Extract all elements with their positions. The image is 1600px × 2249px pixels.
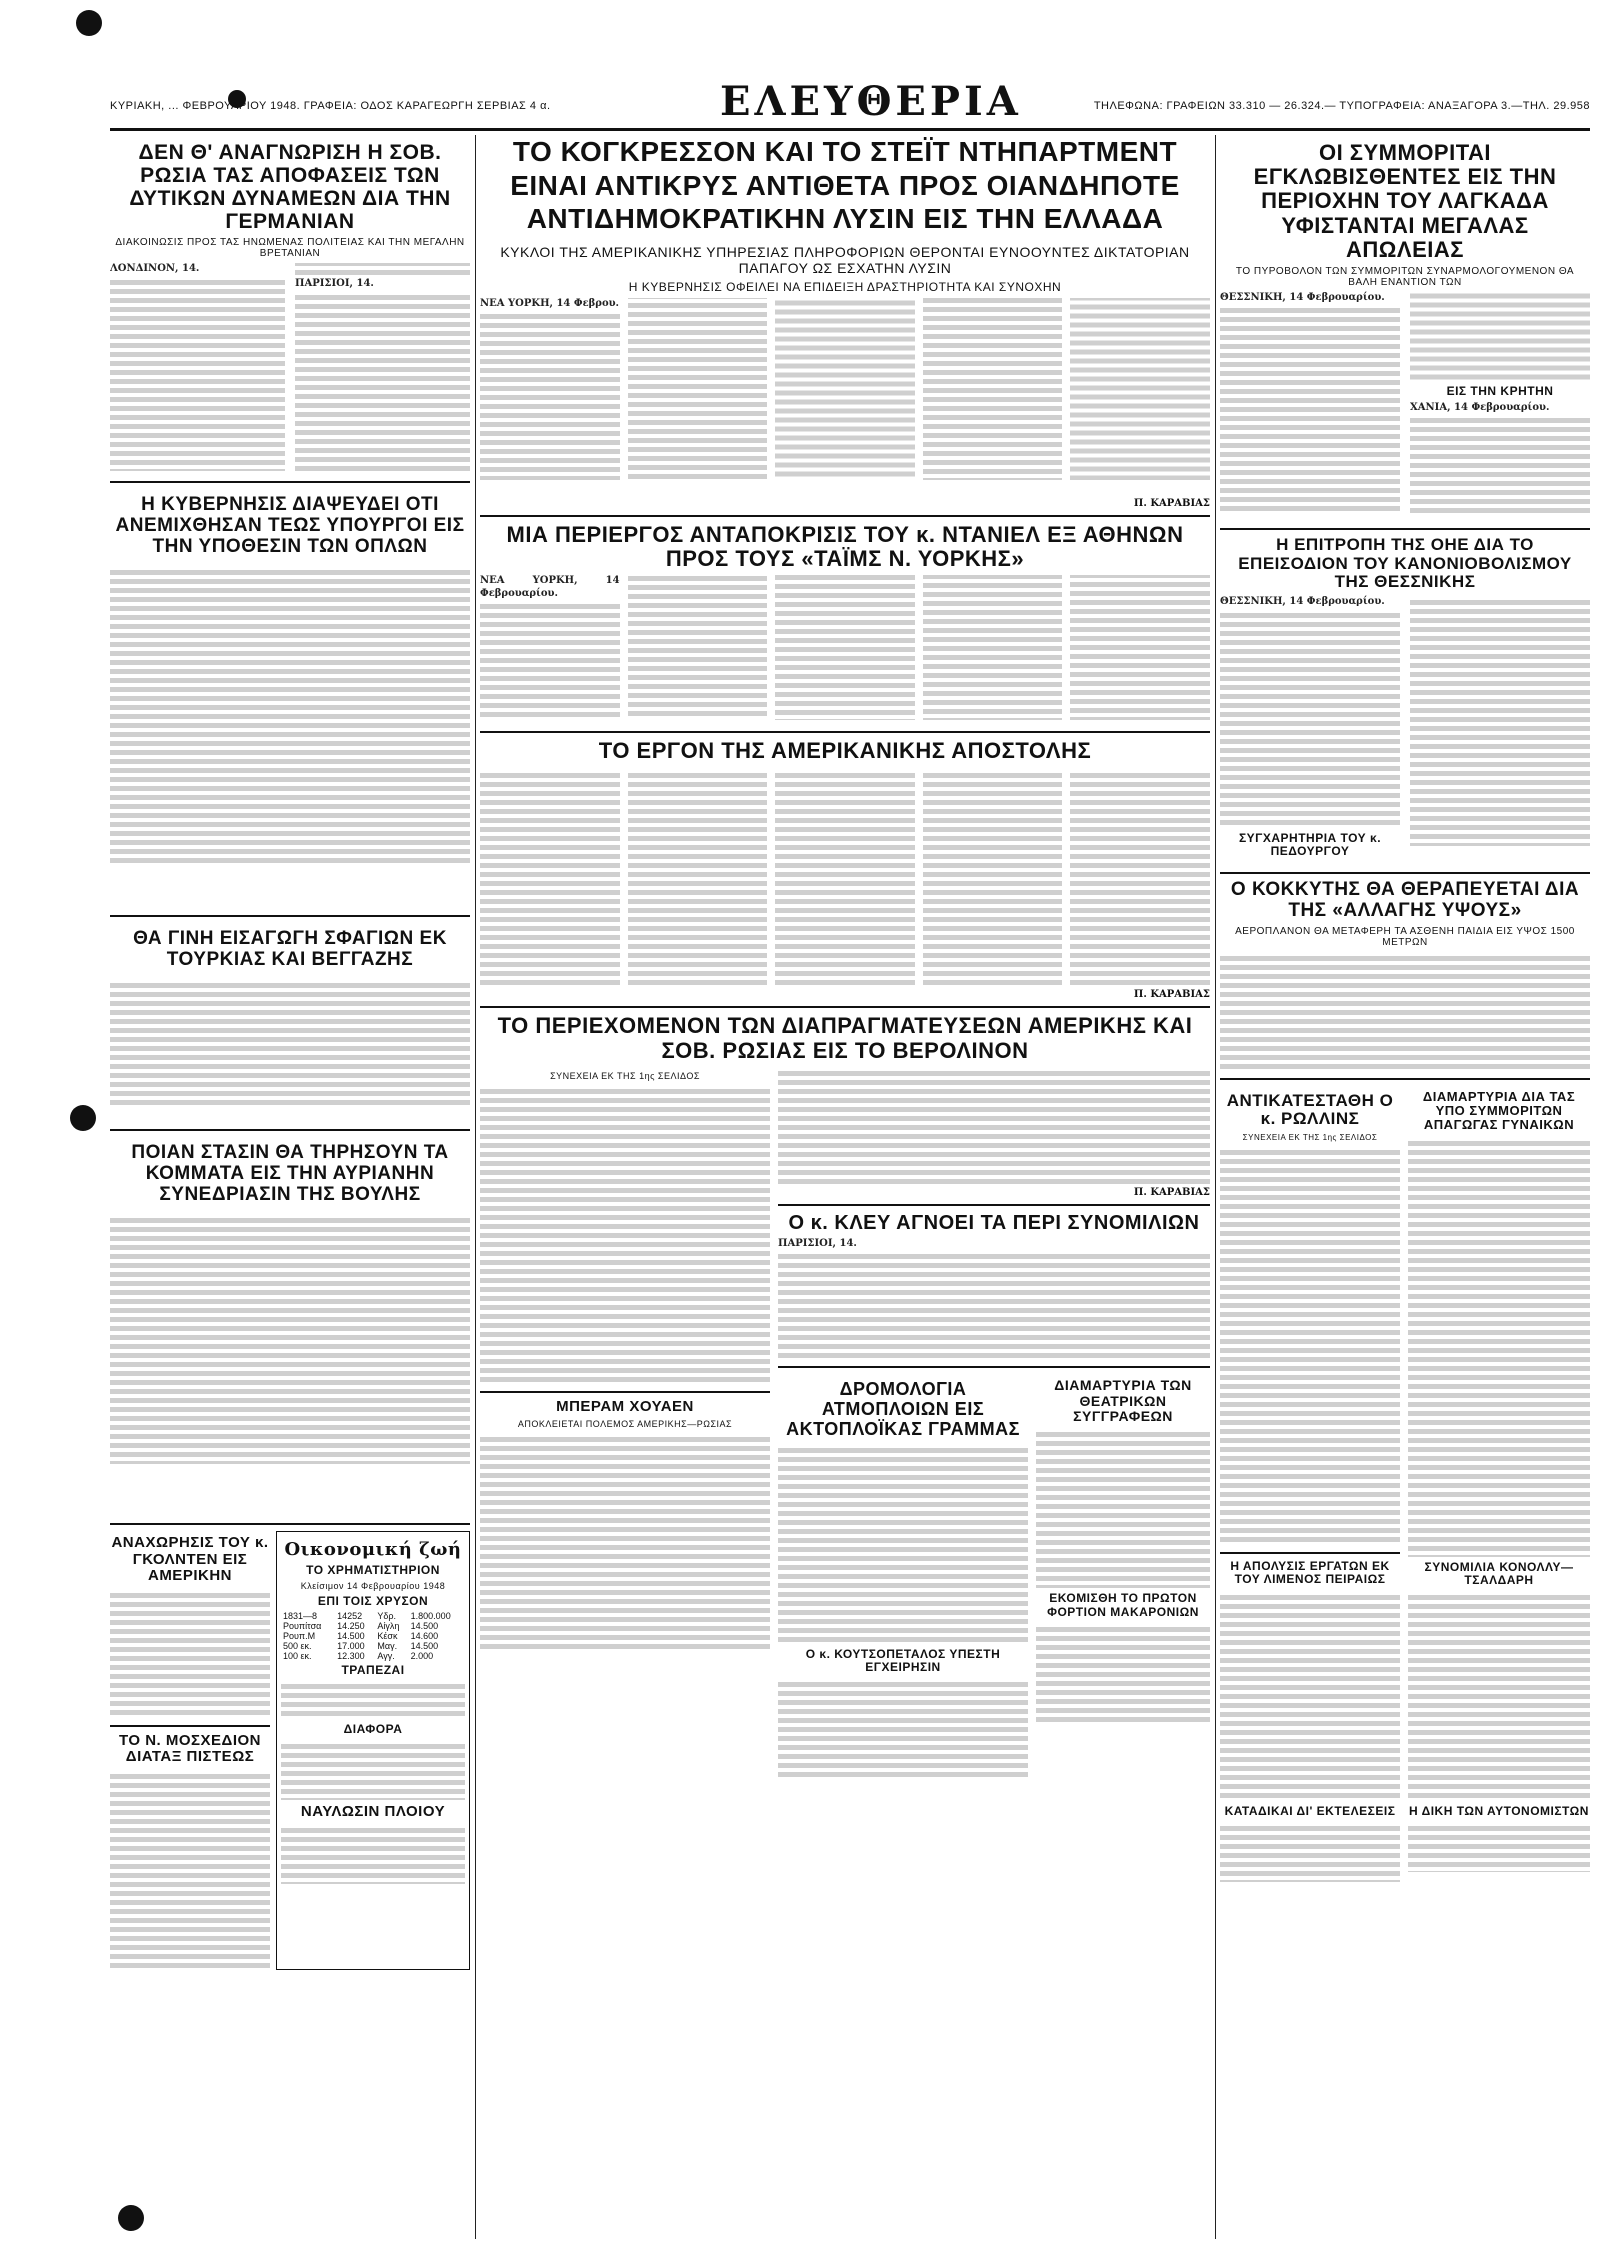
table-row: 500 εκ. 17.000 Μαγ. 14.500 [283,1641,439,1652]
body-text [480,1433,770,1653]
table-heading: ΕΠΙ ΤΟΙΣ ΧΡΥΣΟΝ [317,1593,429,1608]
body-text [1220,1146,1400,1546]
dateline: ΠΑΡΙΣΙΟΙ, 14. [295,278,374,290]
body-text [1220,609,1400,829]
economy-box [276,1531,470,1970]
divider [110,1129,470,1131]
section-heading: ΣΥΓΧΑΡΗΤΗΡΙΑ ΤΟΥ κ. ΠΕΔΟΥΡΓΟΥ [1238,830,1382,858]
subheadline: ΔΙΑΚΟΙΝΩΣΙΣ ΠΡΟΣ ΤΑΣ ΗΝΩΜΕΝΑΣ ΠΟΛΙΤΕΙΑΣ ΚΑΙ ΤΗΝ ΜΕΓΑΛΗΝ ΒΡΕΤΑΝΙΑΝ [115,237,465,260]
dateline: ΧΑΝΙΑ, 14 Φεβρουαρίου. [1410,401,1550,413]
table-row: Ρουπ.Μ 14.500 Κέσκ 14.600 [283,1631,439,1642]
lead-body [480,298,1210,498]
divider [480,1391,770,1393]
body-text [1408,1591,1590,1801]
dateline: ΘΕΣΣΝΙΚΗ, 14 Φεβρουαρίου. [1220,291,1385,303]
headline: Ο κ. ΚΟΥΤΣΟΠΕΤΑΛΟΣ ΥΠΕΣΤΗ ΕΓΧΕΙΡΗΣΙΝ [805,1646,1001,1674]
headline: ΔΙΑΜΑΡΤΥΡΙΑ ΤΩΝ ΘΕΑΤΡΙΚΩΝ ΣΥΓΓΡΑΦΕΩΝ [1054,1377,1192,1424]
dateline: ΝΕΑ ΥΟΡΚΗ, 14 Φεβρουαρίου. [480,575,620,599]
newspaper-title: ΕΛΕΥΘΕΡΙΑ [720,78,1022,125]
headline: ΣΥΝΟΜΙΛΙΑ ΚΟΝΟΛΛΥ—ΤΣΑΛΔΑΡΗ [1424,1559,1574,1587]
table-row: 100 εκ. 12.300 Αγγ. 2.000 [283,1651,434,1662]
table-text [281,1680,465,1720]
headline: ΤΟ ΕΡΓΟΝ ΤΗΣ ΑΜΕΡΙΚΑΝΙΚΗΣ ΑΠΟΣΤΟΛΗΣ [598,738,1092,764]
body-text [480,769,1210,985]
dateline: ΠΑΡΙΣΙΟΙ, 14. [778,1237,857,1249]
headline: ΑΝΤΙΚΑΤΕΣΤΑΘΗ Ο κ. ΡΩΛΛΙΝΣ [1226,1090,1394,1129]
subheadline: ΑΕΡΟΠΛΑΝΟΝ ΘΑ ΜΕΤΑΦΕΡΗ ΤΑ ΑΣΘΕΝΗ ΠΑΙΔΙΑ ΕΙΣ ΥΨΟΣ 1500 ΜΕΤΡΩΝ [1235,925,1575,948]
body-text [778,1250,1210,1360]
body-text [110,1770,270,1970]
masthead-right-info: ΤΗΛΕΦΩΝΑ: ΓΡΑΦΕΙΩΝ 33.310 — 26.324.— ΤΥΠΟΓΡΑΦΕΙΑ: ΑΝΑΞΑΓΟΡΑ 3.—ΤΗΛ. 29.958 [1093,100,1590,112]
subheadline: ΑΠΟΚΛΕΙΕΤΑΙ ΠΟΛΕΜΟΣ ΑΜΕΡΙΚΗΣ—ΡΩΣΙΑΣ [517,1419,733,1430]
headline: ΤΟ ΠΕΡΙΕΧΟΜΕΝΟΝ ΤΩΝ ΔΙΑΠΡΑΓΜΑΤΕΥΣΕΩΝ ΑΜΕΡΙΚΗΣ ΚΑΙ ΣΟΒ. ΡΩΣΙΑΣ ΕΙΣ ΤΟ ΒΕΡΟΛΙΝΟΝ [497,1013,1193,1063]
article-body [1220,292,1590,522]
divider [110,1523,470,1525]
body-text [281,1824,465,1884]
headline: ΤΟ Ν. ΜΟΣΧΕΔΙΟΝ ΔΙΑΤΑΞ ΠΙΣΤΕΩΣ [118,1731,262,1765]
body-text [1220,1591,1400,1801]
body-text [778,1444,1028,1644]
author-signature: Π. ΚΑΡΑΒΙΑΣ [1133,989,1210,1001]
section-heading: ΕΙΣ ΤΗΝ ΚΡΗΤΗΝ [1446,384,1554,399]
headline: Η ΕΠΙΤΡΟΠΗ ΤΗΣ ΟΗΕ ΔΙΑ ΤΟ ΕΠΕΙΣΟΔΙΟΝ ΤΟΥ ΚΑΝΟΝΙΟΒΟΛΙΣΜΟΥ ΤΗΣ ΘΕΣΣΝΙΚΗΣ [1238,534,1572,592]
headline: Η ΔΙΚΗ ΤΩΝ ΑΥΤΟΝΟΜΙΣΤΩΝ [1409,1804,1589,1819]
body-text [110,1214,470,1464]
headline: Η ΚΥΒΕΡΝΗΣΙΣ ΔΙΑΨΕΥΔΕΙ ΟΤΙ ΑΝΕΜΙΧΘΗΣΑΝ ΤΕΩΣ ΥΠΟΥΡΓΟΙ ΕΙΣ ΤΗΝ ΥΠΟΘΕΣΙΝ ΤΩΝ ΟΠΛΩΝ [115,494,465,557]
headline: ΟΙ ΣΥΜΜΟΡΙΤΑΙ ΕΓΚΛΩΒΙΣΘΕΝΤΕΣ ΕΙΣ ΤΗΝ ΠΕΡΙΟΧΗΝ ΤΟΥ ΛΑΓΚΑΔΑ ΥΦΙΣΤΑΝΤΑΙ ΜΕΓΑΛΑΣ ΑΠΩΛΕΙΑΣ [1253,140,1557,262]
divider [1220,1078,1590,1080]
lead-headline: ΤΟ ΚΟΓΚΡΕΣΣΟΝ ΚΑΙ ΤΟ ΣΤΕΪΤ ΝΤΗΠΑΡΤΜΕΝΤ ΕΙΝΑΙ ΑΝΤΙΚΡΥΣ ΑΝΤΙΘΕΤΑ ΠΡΟΣ ΟΙΑΝΔΗΠΟΤΕ ΑΝΤΙΔΗΜΟΚΡΑΤΙΚΗΝ ΛΥΣΙΝ ΕΙΣ ΤΗΝ ΕΛΛΑΔΑ [510,136,1180,235]
body-text [778,1678,1028,1778]
section-title: Οικονομική ζωή [284,1539,462,1560]
author-signature: Π. ΚΑΡΑΒΙΑΣ [1133,1186,1210,1198]
article-body [480,769,1210,989]
continuation-note: ΣΥΝΕΧΕΙΑ ΕΚ ΤΗΣ 1ης ΣΕΛΙΔΟΣ [1242,1133,1378,1143]
divider [480,1006,1210,1008]
body-text [110,566,470,866]
body-text [1410,596,1590,846]
article-body [1220,596,1590,866]
dateline: ΝΕΑ ΥΟΡΚΗ, 14 Φεβρου. [480,297,620,309]
lead-subheadline: ΚΥΚΛΟΙ ΤΗΣ ΑΜΕΡΙΚΑΝΙΚΗΣ ΥΠΗΡΕΣΙΑΣ ΠΛΗΡΟΦΟΡΙΩΝ ΘΕΡΟΝΤΑΙ ΕΥΝΟΟΥΝΤΕΣ ΔΙΚΤΑΤΟΡΙΑΝ ΠΑΠΑΓΟΥ ΩΣ ΕΣΧΑΤΗΝ ΛΥΣΙΝ [500,243,1190,276]
section-subtitle: ΤΟ ΧΡΗΜΑΤΙΣΤΗΡΙΟΝ [306,1562,440,1577]
lead-subheadline-2: Η ΚΥΒΕΡΝΗΣΙΣ ΟΦΕΙΛΕΙ ΝΑ ΕΠΙΔΕΙΞΗ ΔΡΑΣΤΗΡΙΟΤΗΤΑ ΚΑΙ ΣΥΝΟΧΗΝ [628,279,1062,294]
table-heading: ΤΡΑΠΕΖΑΙ [341,1663,405,1678]
headline: ΜΙΑ ΠΕΡΙΕΡΓΟΣ ΑΝΤΑΠΟΚΡΙΣΙΣ ΤΟΥ κ. ΝΤΑΝΙΕΛ ΕΞ ΑΘΗΝΩΝ ΠΡΟΣ ΤΟΥΣ «ΤΑΪΜΣ Ν. ΥΟΡΚΗΣ» [506,521,1184,571]
body-text [1410,414,1590,514]
column-rule-2 [1215,135,1216,2239]
headline: Ο ΚΟΚΚΥΤΗΣ ΘΑ ΘΕΡΑΠΕΥΕΤΑΙ ΔΙΑ ΤΗΣ «ΑΛΛΑΓΗΣ ΥΨΟΥΣ» [1230,879,1580,921]
article-parliament [110,1137,470,1517]
headline: ΔΕΝ Θ' ΑΝΑΓΝΩΡΙΣΗ Η ΣΟΒ. ΡΩΣΙΑ ΤΑΣ ΑΠΟΦΑΣΕΙΣ ΤΩΝ ΔΥΤΙΚΩΝ ΔΥΝΑΜΕΩΝ ΔΙΑ ΤΗΝ ΓΕΡΜΑΝΙΑΝ [129,141,451,234]
headline: Η ΑΠΟΛΥΣΙΣ ΕΡΓΑΤΩΝ ΕΚ ΤΟΥ ΛΙΜΕΝΟΣ ΠΕΙΡΑΙΩΣ [1230,1559,1390,1587]
article-imports [110,923,470,1123]
right-column [1220,135,1590,2239]
body-text [1408,1137,1590,1557]
headline: ΔΡΟΜΟΛΟΓΙΑ ΑΤΜΟΠΛΟΙΩΝ ΕΙΣ ΑΚΤΟΠΛΟΪΚΑΣ ΓΡΑΜΜΑΣ [786,1379,1020,1439]
gold-table [281,1611,465,1661]
punch-hole-top [76,10,102,36]
dateline: ΛΟΝΔΙΝΟΝ, 14. [110,263,200,275]
divider [778,1204,1210,1206]
masthead [110,78,1590,131]
body-text [480,1085,770,1385]
body-text [480,298,1210,481]
article-arms-affair [110,489,470,909]
body-text [1220,1822,1400,1882]
headline: ΔΙΑΜΑΡΤΥΡΙΑ ΔΙΑ ΤΑΣ ΥΠΟ ΣΥΜΜΟΡΙΤΩΝ ΑΠΑΓΩΓΑΣ ΓΥΝΑΙΚΩΝ [1422,1088,1576,1133]
subheadline: ΤΟ ΠΥΡΟΒΟΛΟΝ ΤΩΝ ΣΥΜΜΟΡΙΤΩΝ ΣΥΝΑΡΜΟΛΟΓΟΥΜΕΝΟΝ ΘΑ ΒΑΛΗ ΕΝΑΝΤΙΟΝ ΤΩΝ [1235,265,1575,288]
divider [778,1366,1210,1368]
author-signature: Π. ΚΑΡΑΒΙΑΣ [1133,497,1210,509]
headline: ΜΠΕΡΑΜ ΧΟΥΑΕΝ [556,1397,694,1415]
table-text [281,1740,465,1800]
divider [1220,872,1590,874]
table-heading: ΔΙΑΦΟΡΑ [343,1722,403,1737]
column-rule-1 [475,135,476,2239]
body-text [1408,1822,1590,1872]
divider [1220,1552,1400,1554]
table-row: 1831—8 14252 Υδρ. 1.800.000 [283,1611,451,1622]
article-soviet-germany [110,135,470,475]
divider [1220,528,1590,530]
left-column [110,135,470,2239]
headline: ΝΑΥΛΩΣΙΝ ΠΛΟΙΟΥ [300,1802,446,1820]
headline: ΘΑ ΓΙΝΗ ΕΙΣΑΓΩΓΗ ΣΦΑΓΙΩΝ ΕΚ ΤΟΥΡΚΙΑΣ ΚΑΙ ΒΕΓΓΑΖΗΣ [133,928,447,970]
table-row: Ρουπίτσα 14.250 Αίγλη 14.500 [283,1621,439,1632]
headline: ΚΑΤΑΔΙΚΑΙ ΔΙ' ΕΚΤΕΛΕΣΕΙΣ [1224,1803,1396,1818]
divider [480,731,1210,733]
body-text [778,1067,1210,1187]
divider [110,1725,270,1727]
center-column [480,135,1210,2239]
headline: ΕΚΟΜΙΣΘΗ ΤΟ ΠΡΩΤΟΝ ΦΟΡΤΙΟΝ ΜΑΚΑΡΟΝΙΩΝ [1047,1591,1199,1619]
continuation-note: ΣΥΝΕΧΕΙΑ ΕΚ ΤΗΣ 1ης ΣΕΛΙΔΟΣ [550,1070,700,1081]
closing-date: Κλείσιμον 14 Φεβρουαρίου 1948 [300,1580,446,1591]
headline: ΑΝΑΧΩΡΗΣΙΣ ΤΟΥ κ. ΓΚΟΛΝΤΕΝ ΕΙΣ ΑΜΕΡΙΚΗΝ [111,1534,269,1584]
divider [110,915,470,917]
dateline: ΘΕΣΣΝΙΚΗ, 14 Φεβρουαρίου. [1220,596,1385,607]
body-text [1220,952,1590,1072]
body-text [1036,1428,1210,1588]
body-text [110,1589,270,1719]
divider [480,515,1210,517]
body-text [110,979,470,1109]
body-text [1036,1623,1210,1723]
headline: ΠΟΙΑΝ ΣΤΑΣΙΝ ΘΑ ΤΗΡΗΣΟΥΝ ΤΑ ΚΟΜΜΑΤΑ ΕΙΣ ΤΗΝ ΑΥΡΙΑΝΗΝ ΣΥΝΕΔΡΙΑΣΙΝ ΤΗΣ ΒΟΥΛΗΣ [131,1142,449,1205]
divider [110,481,470,483]
article-body [480,575,1210,725]
masthead-left-info: ΚΥΡΙΑΚΗ, ... ΦΕΒΡΟΥΑΡΙΟΥ 1948. ΓΡΑΦΕΙΑ: ΟΔΟΣ ΚΑΡΑΓΕΩΡΓΗ ΣΕΡΒΙΑΣ 4 α. [110,100,551,112]
headline: Ο κ. ΚΛΕΥ ΑΓΝΟΕΙ ΤΑ ΠΕΡΙ ΣΥΝΟΜΙΛΙΩΝ [788,1211,1200,1234]
body-text [295,291,470,471]
punch-hole-mid [70,1105,96,1131]
